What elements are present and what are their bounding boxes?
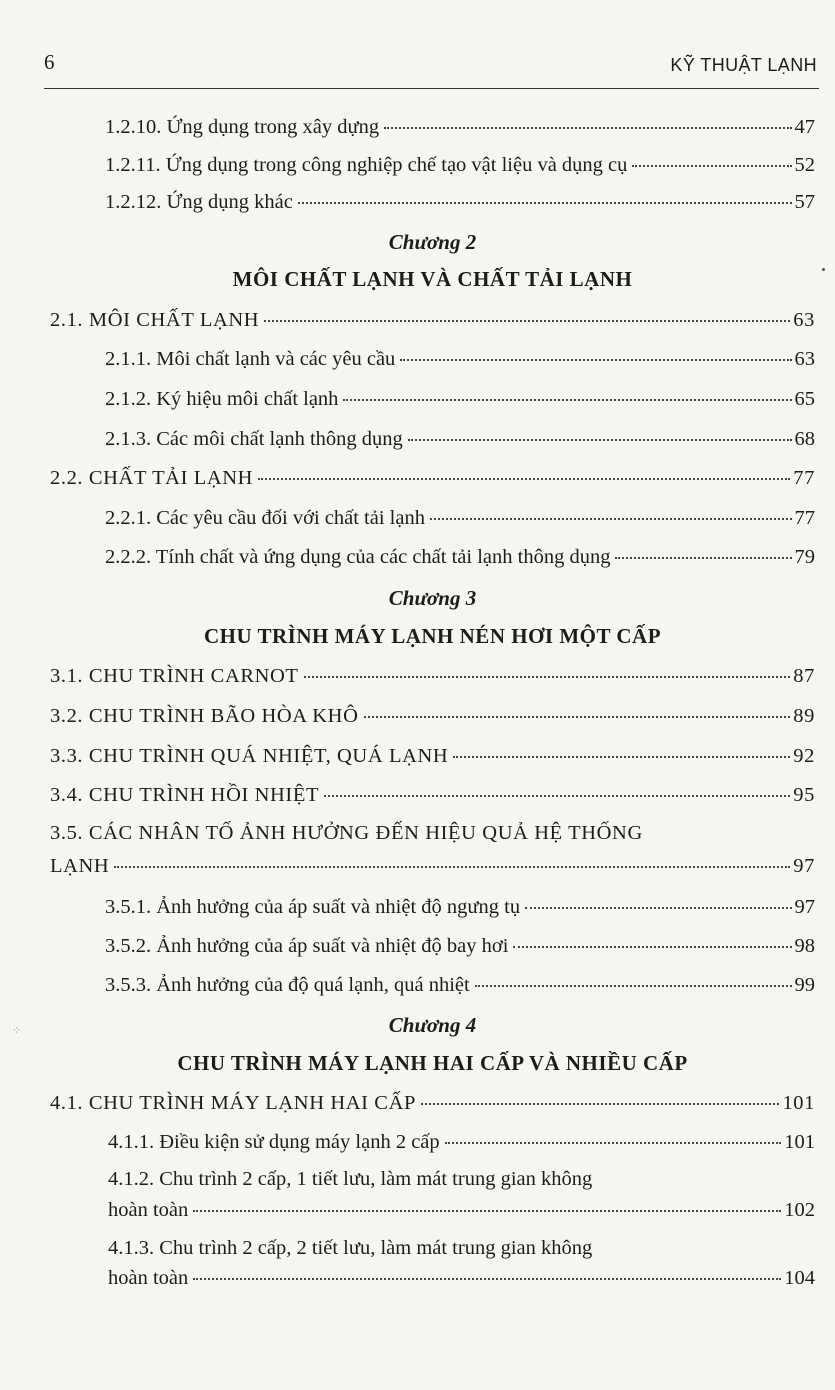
toc-entry[interactable] <box>105 388 815 411</box>
toc-entry[interactable] <box>50 1092 815 1115</box>
toc-entry[interactable] <box>105 191 815 214</box>
toc-entry-text: 2.1.3. Các môi chất lạnh thông dụng <box>105 428 403 450</box>
toc-entry-text: 3.4. CHU TRÌNH HỒI NHIỆT <box>50 784 320 806</box>
toc-entry-page: 47 <box>794 116 815 138</box>
chapter-title: CHU TRÌNH MÁY LẠNH HAI CẤP VÀ NHIỀU CẤP <box>177 1051 688 1075</box>
toc-entry-text: 2.1.2. Ký hiệu môi chất lạnh <box>105 388 339 410</box>
toc-entry[interactable] <box>108 1199 815 1222</box>
toc-entry-page: 79 <box>794 546 815 568</box>
toc-entry-first-line[interactable] <box>108 1168 815 1191</box>
toc-entry[interactable] <box>105 507 815 530</box>
toc-entry-page: 89 <box>793 705 815 727</box>
toc-entry-text: 1.2.10. Ứng dụng trong xây dựng <box>105 116 380 138</box>
toc-entry-text: 3.3. CHU TRÌNH QUÁ NHIỆT, QUÁ LẠNH <box>50 745 449 767</box>
toc-entry[interactable] <box>105 428 815 451</box>
toc-entry-continuation: hoàn toàn <box>108 1199 189 1221</box>
toc-entry[interactable] <box>108 1267 815 1290</box>
dot-leader <box>453 756 790 758</box>
toc-entry-continuation: LẠNH <box>50 855 110 877</box>
chapter-label: Chương 3 <box>388 586 477 610</box>
toc-entry[interactable] <box>105 348 815 371</box>
toc-entry-first-line[interactable] <box>108 1237 815 1260</box>
dot-leader <box>343 399 791 401</box>
toc-entry-page: 63 <box>793 309 815 331</box>
dot-leader <box>615 557 791 559</box>
chapter-label: Chương 2 <box>388 230 477 254</box>
toc-entry-page: 104 <box>784 1267 815 1289</box>
dot-leader <box>304 676 791 678</box>
dot-leader <box>445 1142 782 1144</box>
toc-entry-text: 4.1. CHU TRÌNH MÁY LẠNH HAI CẤP <box>50 1092 416 1114</box>
running-header-title: KỸ THUẬT LẠNH <box>670 55 817 75</box>
chapter-label: Chương 4 <box>388 1013 477 1037</box>
toc-entry-text: 2.1.1. Môi chất lạnh và các yêu cầu <box>105 348 396 370</box>
toc-entry-page: 57 <box>794 191 815 213</box>
page-number: 6 <box>44 50 55 74</box>
toc-entry-page: 98 <box>794 935 815 957</box>
toc-entry-page: 63 <box>794 348 815 370</box>
dot-leader <box>384 127 791 129</box>
chapter-title: CHU TRÌNH MÁY LẠNH NÉN HƠI MỘT CẤP <box>203 624 662 648</box>
toc-entry-first-line[interactable] <box>50 822 815 845</box>
toc-entry-page: 101 <box>784 1131 815 1153</box>
dot-leader <box>193 1278 781 1280</box>
toc-entry[interactable] <box>50 784 815 807</box>
header-rule <box>44 88 819 89</box>
toc-entry-continuation: hoàn toàn <box>108 1267 189 1289</box>
toc-entry-page: 77 <box>793 467 815 489</box>
toc-entry-page: 77 <box>794 507 815 529</box>
toc-entry-text: 4.1.2. Chu trình 2 cấp, 1 tiết lưu, làm mát trung gian không <box>108 1168 593 1190</box>
dot-leader <box>298 202 792 204</box>
toc-entry-text: 4.1.3. Chu trình 2 cấp, 2 tiết lưu, làm mát trung gian không <box>108 1237 593 1259</box>
toc-entry[interactable] <box>105 896 815 919</box>
toc-entry-text: 3.5.3. Ảnh hưởng của độ quá lạnh, quá nhiệt <box>105 974 470 996</box>
toc-entry-text: 3.2. CHU TRÌNH BÃO HÒA KHÔ <box>50 705 359 727</box>
toc-entry-page: 92 <box>793 745 815 767</box>
toc-entry-page: 52 <box>794 154 815 176</box>
toc-entry[interactable] <box>50 855 815 878</box>
margin-speck <box>822 268 825 271</box>
toc-entry-text: 3.1. CHU TRÌNH CARNOT <box>50 665 299 687</box>
toc-entry-text: 3.5.2. Ảnh hưởng của áp suất và nhiệt độ bay hơi <box>105 935 509 957</box>
toc-entry[interactable] <box>50 745 815 768</box>
margin-speck: ⁘ <box>12 1025 22 1037</box>
toc-entry[interactable] <box>108 1131 815 1154</box>
toc-entry-page: 68 <box>794 428 815 450</box>
dot-leader <box>408 439 792 441</box>
toc-entry[interactable] <box>105 546 815 569</box>
toc-entry-page: 65 <box>794 388 815 410</box>
dot-leader <box>525 907 791 909</box>
toc-entry-page: 102 <box>784 1199 815 1221</box>
dot-leader <box>400 359 791 361</box>
toc-entry-page: 95 <box>793 784 815 806</box>
toc-entry[interactable] <box>105 974 815 997</box>
toc-entry[interactable] <box>105 154 815 177</box>
toc-entry-text: 2.2.1. Các yêu cầu đối với chất tải lạnh <box>105 507 425 529</box>
toc-entry[interactable] <box>50 467 815 490</box>
dot-leader <box>114 866 790 868</box>
toc-entry[interactable] <box>50 705 815 728</box>
toc-entry-page: 101 <box>782 1092 815 1114</box>
toc-entry-text: 3.5.1. Ảnh hưởng của áp suất và nhiệt độ ngưng tụ <box>105 896 521 918</box>
toc-entry-text: 1.2.12. Ứng dụng khác <box>105 191 293 213</box>
dot-leader <box>258 478 790 480</box>
toc-entry-text: 2.2.2. Tính chất và ứng dụng của các chất tải lạnh thông dụng <box>105 546 611 568</box>
chapter-title: MÔI CHẤT LẠNH VÀ CHẤT TẢI LẠNH <box>232 267 633 291</box>
toc-entry-page: 87 <box>793 665 815 687</box>
dot-leader <box>430 518 792 520</box>
dot-leader <box>421 1103 779 1105</box>
toc-entry[interactable] <box>105 935 815 958</box>
dot-leader <box>475 985 792 987</box>
toc-entry-text: 3.5. CÁC NHÂN TỐ ẢNH HƯỞNG ĐẾN HIỆU QUẢ HỆ THỐNG <box>50 822 643 844</box>
toc-entry[interactable] <box>50 665 815 688</box>
toc-entry[interactable] <box>105 116 815 139</box>
dot-leader <box>513 946 791 948</box>
toc-entry-page: 97 <box>793 855 815 877</box>
toc-entry-page: 99 <box>794 974 815 996</box>
toc-entry-page: 97 <box>794 896 815 918</box>
toc-entry[interactable] <box>50 309 815 332</box>
toc-entry-text: 1.2.11. Ứng dụng trong công nghiệp chế tạo vật liệu và dụng cụ <box>105 154 628 176</box>
toc-entry-text: 2.1. MÔI CHẤT LẠNH <box>50 309 260 331</box>
dot-leader <box>193 1210 781 1212</box>
toc-entry-text: 4.1.1. Điều kiện sử dụng máy lạnh 2 cấp <box>108 1131 440 1153</box>
dot-leader <box>324 795 790 797</box>
dot-leader <box>632 165 791 167</box>
dot-leader <box>264 320 790 322</box>
dot-leader <box>364 716 791 718</box>
toc-entry-text: 2.2. CHẤT TẢI LẠNH <box>50 467 254 489</box>
